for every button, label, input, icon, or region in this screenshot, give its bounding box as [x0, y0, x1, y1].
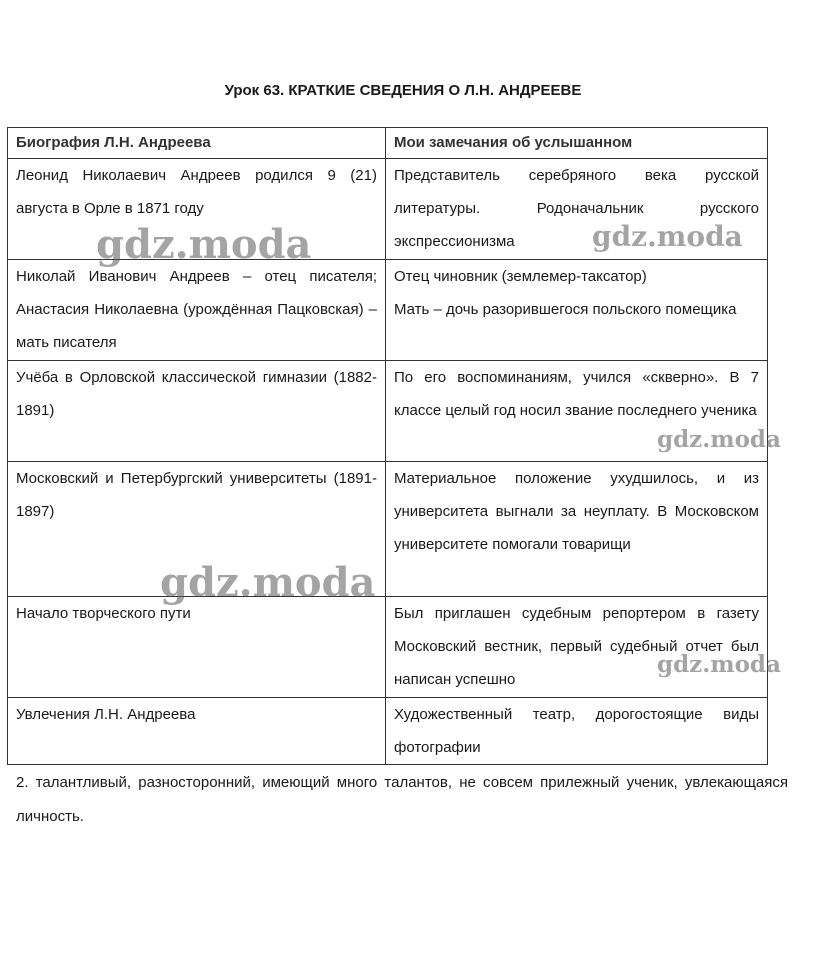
table-header-notes: Мои замечания об услышанном — [386, 128, 768, 159]
watermark-logo: gdz.moda — [657, 426, 781, 453]
biography-table — [7, 127, 768, 765]
table-row — [8, 597, 768, 698]
watermark-logo: gdz.moda — [657, 651, 781, 678]
table-row — [8, 462, 768, 597]
table-row — [8, 260, 768, 361]
cell-biography: Николай Иванович Андреев – отец писателя; Анастасия Николаевна (урождённая Пацковская) – мать писателя — [8, 260, 386, 361]
cell-notes: Представитель серебряного века русской литературы. Родоначальник русского экспрессионизма — [386, 159, 768, 260]
cell-notes: По его воспоминаниям, учился «скверно». В 7 классе целый год носил звание последнего ученика — [386, 361, 768, 462]
cell-notes-line: Мать – дочь разорившегося польского помещика — [394, 301, 737, 318]
answer-text: 2. талантливый, разносторонний, имеющий много талантов, не совсем прилежный ученик, увлекающаяся личность. — [16, 774, 788, 825]
cell-notes — [386, 260, 768, 361]
cell-biography: Увлечения Л.Н. Андреева — [8, 698, 386, 765]
watermark-logo: gdz.moda — [160, 559, 376, 606]
table-row — [8, 361, 768, 462]
table-header-biography: Биография Л.Н. Андреева — [8, 128, 386, 159]
table-header-row — [8, 128, 768, 159]
table-row — [8, 159, 768, 260]
cell-biography: Московский и Петербургский университеты (1891-1897) — [8, 462, 386, 597]
cell-biography: Учёба в Орловской классической гимназии (1882-1891) — [8, 361, 386, 462]
cell-biography: Леонид Николаевич Андреев родился 9 (21) августа в Орле в 1871 году — [8, 159, 386, 260]
watermark-logo: gdz.moda — [592, 220, 743, 253]
cell-notes: Художественный театр, дорогостоящие виды фотографии — [386, 698, 768, 765]
cell-notes: Материальное положение ухудшилось, и из университета выгнали за неуплату. В Московском университете помогали товарищи — [386, 462, 768, 597]
cell-biography: Начало творческого пути — [8, 597, 386, 698]
table-row — [8, 698, 768, 765]
cell-notes-line: Отец чиновник (землемер-таксатор) — [394, 268, 647, 285]
watermark-logo: gdz.moda — [96, 221, 312, 268]
cell-notes: Был приглашен судебным репортером в газету Московский вестник, первый судебный отчет был написан успешно — [386, 597, 768, 698]
page-title: Урок 63. КРАТКИЕ СВЕДЕНИЯ О Л.Н. АНДРЕЕВЕ — [224, 82, 582, 99]
